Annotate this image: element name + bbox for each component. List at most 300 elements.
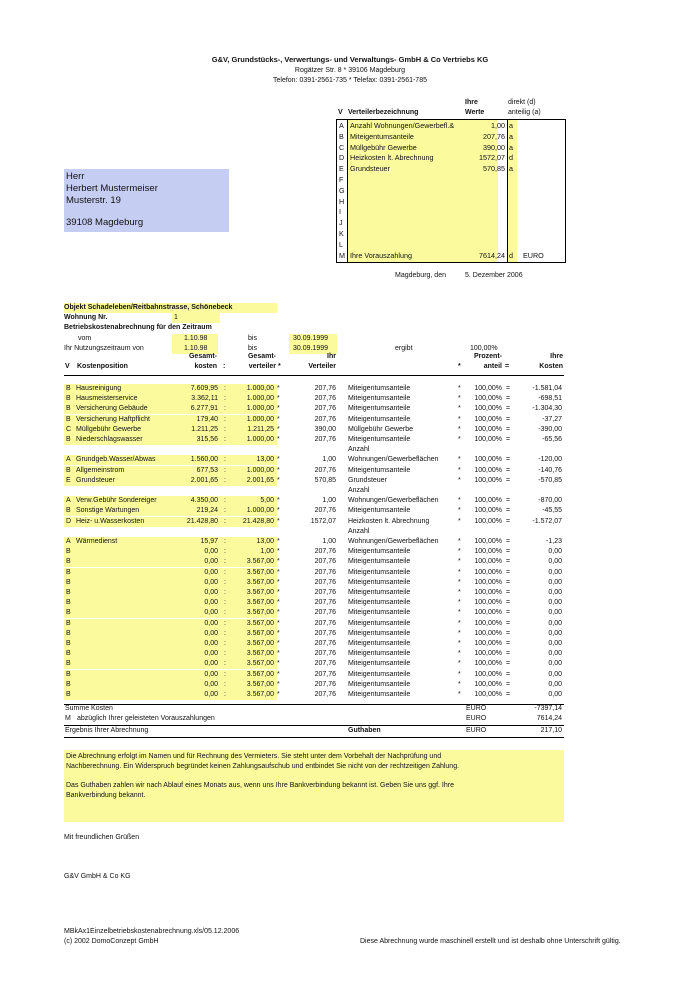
- cost-star2: *: [458, 476, 461, 484]
- cost-prozent: 100,00%: [474, 629, 502, 637]
- cost-star: *: [277, 680, 280, 688]
- cost-gesamtverteiler: 3.567,00: [246, 650, 274, 658]
- cost-verteiler-label: Miteigentumsanteile: [348, 385, 411, 392]
- cost-position: [76, 527, 179, 537]
- cost-v: A: [66, 497, 71, 505]
- cost-gesamt: 2.001,65: [190, 476, 218, 484]
- cost-colon: :: [224, 680, 226, 688]
- cost-star2: *: [458, 650, 461, 658]
- cost-row: [64, 639, 564, 649]
- cost-star2: *: [458, 660, 461, 668]
- cost-position: Grundgeb.Wasser/Abwas: [76, 456, 156, 464]
- erg-word: Guthaben: [348, 727, 381, 734]
- cost-kosten: 0,00: [548, 650, 562, 658]
- cost-row: [64, 517, 564, 527]
- distribution-table: [336, 119, 566, 263]
- cost-kosten: 0,00: [548, 670, 562, 678]
- col-pos: Kostenposition: [77, 363, 128, 370]
- cost-prozent: 100,00%: [474, 670, 502, 678]
- dist-row-wert: 207,76: [483, 131, 505, 141]
- cost-kosten: 0,00: [548, 589, 562, 596]
- cost-star: *: [277, 385, 280, 392]
- col-ihre1: Ihre: [550, 353, 563, 360]
- cost-v: B: [66, 436, 71, 443]
- cost-v: B: [66, 385, 71, 392]
- cost-row: [64, 415, 564, 425]
- cost-gesamt: 7.609,95: [190, 385, 218, 392]
- cost-position: [76, 608, 179, 618]
- cost-kosten: 0,00: [548, 609, 562, 617]
- cost-ihr-verteiler: 207,76: [314, 599, 336, 607]
- cost-gesamtverteiler: 3.567,00: [246, 619, 274, 627]
- cost-kosten: 0,00: [548, 558, 562, 566]
- cost-prozent: 100,00%: [474, 385, 502, 392]
- note-p4: Bankverbindung bekannt.: [66, 792, 146, 799]
- cost-gesamtverteiler: 1.000,00: [246, 405, 274, 413]
- cost-gesamtverteiler: 3.567,00: [246, 568, 274, 576]
- cost-colon: :: [224, 436, 226, 443]
- cost-colon: :: [224, 568, 226, 576]
- cost-prozent: 100,00%: [474, 548, 502, 556]
- col-ihr2: Verteiler: [308, 363, 336, 370]
- cost-row: [64, 578, 564, 588]
- dist-row-v: J: [339, 218, 343, 228]
- cost-gesamt: [172, 486, 222, 496]
- cost-colon: :: [224, 497, 226, 505]
- col-pr1: Prozent-: [474, 353, 502, 360]
- cost-star: *: [277, 466, 280, 474]
- cost-ihr-verteiler: 207,76: [314, 558, 336, 566]
- cost-row: [64, 670, 564, 680]
- cost-kosten: 0,00: [548, 619, 562, 627]
- cost-colon: :: [224, 629, 226, 637]
- cost-verteiler-label: Anzahl: [348, 527, 370, 535]
- cost-colon: :: [224, 609, 226, 617]
- cost-gesamt: 0,00: [204, 589, 218, 596]
- cost-v: B: [66, 660, 71, 668]
- cost-verteiler-label: Miteigentumsanteile: [348, 609, 411, 617]
- cost-eq: =: [506, 456, 511, 464]
- cost-colon: :: [224, 405, 226, 413]
- cost-gesamt: 0,00: [204, 599, 218, 607]
- dist-row-v: C: [339, 142, 345, 152]
- bis1-value: 30.09.1999: [289, 334, 337, 344]
- cost-star: *: [277, 558, 280, 566]
- col-v: V: [65, 363, 70, 370]
- dist-row-v: L: [339, 239, 343, 249]
- col-star: *: [278, 363, 281, 370]
- cost-gesamt: [172, 445, 222, 455]
- cost-row: [64, 527, 564, 537]
- cost-gesamtverteiler: 3.567,00: [246, 599, 274, 607]
- cost-v: B: [66, 619, 71, 627]
- note-p3: Das Guthaben zahlen wir nach Ablauf eines Monats aus, wenn uns Ihre Bankverbindung bekannt ist. Geben Sie uns ggf. Ihre: [66, 782, 454, 789]
- cost-gesamtverteiler: 5,00: [260, 497, 274, 505]
- dist-row-v: A: [339, 121, 344, 130]
- dist-row: [337, 251, 565, 262]
- cost-colon: :: [224, 517, 226, 525]
- cost-verteiler-label: Miteigentumsanteile: [348, 589, 411, 596]
- cost-gesamt: 0,00: [204, 578, 218, 586]
- erg-unit: EURO: [466, 727, 487, 734]
- cost-row: [64, 680, 564, 690]
- cost-position: [76, 578, 179, 588]
- cost-gesamtverteiler: 13,00: [256, 538, 274, 545]
- cost-colon: :: [224, 650, 226, 658]
- col-eq: =: [505, 363, 510, 370]
- cost-star: *: [277, 476, 280, 484]
- cost-position: Müllgebühr Gewerbe: [76, 425, 141, 433]
- cost-gesamtverteiler: 3.567,00: [246, 680, 274, 688]
- cost-eq: =: [506, 650, 511, 658]
- cost-ihr-verteiler: 207,76: [314, 568, 336, 576]
- cost-kosten: -65,56: [542, 436, 562, 443]
- cost-gesamtverteiler: 1.000,00: [246, 466, 274, 474]
- dist-row-wert: 1,00: [491, 121, 505, 130]
- cost-gesamt: 0,00: [204, 660, 218, 668]
- cost-star2: *: [458, 548, 461, 556]
- address-city: 39108 Magdeburg: [66, 217, 144, 228]
- cost-ihr-verteiler: 207,76: [314, 670, 336, 678]
- cost-v: B: [66, 629, 71, 637]
- cost-star: *: [277, 650, 280, 658]
- dist-row-v: G: [339, 185, 345, 195]
- dist-h-werte: Werte: [465, 109, 485, 116]
- cost-gesamt: 0,00: [204, 619, 218, 627]
- cost-gesamtverteiler: 2.001,65: [246, 476, 274, 484]
- cost-star2: *: [458, 670, 461, 678]
- cost-colon: :: [224, 415, 226, 423]
- cost-row: [64, 506, 564, 516]
- bis1-label: bis: [248, 335, 257, 342]
- cost-v: B: [66, 589, 71, 596]
- cost-eq: =: [506, 660, 511, 668]
- cost-gesamt: 0,00: [204, 640, 218, 647]
- cost-star2: *: [458, 405, 461, 413]
- cost-prozent: 100,00%: [474, 517, 502, 525]
- cost-verteiler-label: Miteigentumsanteile: [348, 436, 411, 443]
- cost-colon: :: [224, 558, 226, 566]
- cost-kosten: -1.572,07: [532, 517, 562, 525]
- cost-row: [64, 649, 564, 659]
- cost-v: B: [66, 599, 71, 607]
- cost-colon: :: [224, 640, 226, 647]
- ergibt-percent: 100,00%: [470, 345, 498, 352]
- cost-gesamtverteiler: 1.000,00: [246, 395, 274, 403]
- cost-row: [64, 557, 564, 567]
- cost-colon: :: [224, 476, 226, 484]
- cost-prozent: 100,00%: [474, 436, 502, 443]
- cost-prozent: 100,00%: [474, 568, 502, 576]
- cost-star: *: [277, 538, 280, 545]
- cost-ihr-verteiler: 1572,07: [310, 517, 336, 525]
- cost-colon: :: [224, 670, 226, 678]
- cost-colon: :: [224, 548, 226, 556]
- cost-eq: =: [506, 670, 511, 678]
- cost-row: [64, 588, 564, 598]
- cost-ihr-verteiler: 207,76: [314, 691, 336, 698]
- cost-kosten: -37,27: [542, 415, 562, 423]
- cost-gesamtverteiler: 1.000,00: [246, 385, 274, 392]
- result-rule-bottom: [64, 737, 564, 738]
- result-rule-top: [64, 725, 564, 726]
- cost-position: [76, 445, 179, 455]
- cost-star2: *: [458, 456, 461, 464]
- cost-gesamtverteiler: 1.211,25: [247, 425, 274, 433]
- cost-kosten: 0,00: [548, 660, 562, 668]
- dist-row: [337, 164, 565, 175]
- cost-verteiler-label: Miteigentumsanteile: [348, 578, 411, 586]
- cost-verteiler-label: Miteigentumsanteile: [348, 629, 411, 637]
- cost-star2: *: [458, 425, 461, 433]
- note-p1: Die Abrechnung erfolgt im Namen und für Rechnung des Vermieters. Sie steht unter dem Vorbehalt der Nachprüfung und: [66, 753, 442, 760]
- dist-h-direkt: direkt (d): [508, 99, 536, 106]
- cost-verteiler-label: Wohnungen/Gewerbeflächen: [348, 538, 439, 545]
- dist-row: [337, 143, 565, 154]
- cost-row: [64, 598, 564, 608]
- cost-colon: :: [224, 619, 226, 627]
- cost-verteiler-label: Miteigentumsanteile: [348, 599, 411, 607]
- cost-gesamt: 0,00: [204, 548, 218, 556]
- cost-v: B: [66, 548, 71, 556]
- dist-row: [337, 153, 565, 164]
- dist-h-v: V: [338, 109, 343, 116]
- cost-position: [76, 557, 179, 567]
- cost-eq: =: [506, 599, 511, 607]
- cost-row: [64, 608, 564, 618]
- col-star2: *: [458, 363, 461, 370]
- cost-row: [64, 629, 564, 639]
- cost-gesamtverteiler: 3.567,00: [246, 670, 274, 678]
- recipient-address: [64, 169, 229, 232]
- cost-position: Verw.Gebühr Sondereiger: [76, 497, 157, 505]
- cost-verteiler-label: Miteigentumsanteile: [348, 660, 411, 668]
- footer-machine-note: Diese Abrechnung wurde maschinell erstellt und ist deshalb ohne Unterschrift gültig.: [360, 938, 621, 945]
- notes-box: [64, 750, 564, 822]
- cost-kosten: -45,55: [542, 507, 562, 515]
- cost-star: *: [277, 578, 280, 586]
- cost-gesamt: 0,00: [204, 680, 218, 688]
- cost-row: [64, 466, 564, 476]
- cost-gesamt: 0,00: [204, 558, 218, 566]
- cost-colon: :: [224, 507, 226, 515]
- cost-kosten: 0,00: [548, 691, 562, 698]
- col-ges2: kosten: [194, 363, 217, 370]
- closing-signature: G&V GmbH & Co KG: [64, 873, 131, 880]
- col-gv2: verteiler: [248, 363, 276, 370]
- cost-row: [64, 455, 564, 465]
- cost-verteiler-label: Miteigentumsanteile: [348, 619, 411, 627]
- cost-star2: *: [458, 578, 461, 586]
- cost-verteiler-label: Anzahl: [348, 487, 370, 494]
- company-phone: Telefon: 0391-2561-735 * Telefax: 0391-2561-785: [273, 77, 427, 84]
- cost-gesamt: 179,40: [196, 415, 218, 423]
- cost-gesamt: 0,00: [204, 650, 218, 658]
- dist-row-type: d: [509, 153, 513, 163]
- summe-value: -7397,14: [534, 705, 562, 712]
- cost-star: *: [277, 599, 280, 607]
- cost-verteiler-label: Miteigentumsanteile: [348, 670, 411, 678]
- cost-v: B: [66, 568, 71, 576]
- cost-v: B: [66, 670, 71, 678]
- cost-position: Versicherung Haftpflicht: [76, 415, 150, 423]
- cost-eq: =: [506, 425, 511, 433]
- cost-gesamt: 1.560,00: [190, 456, 218, 464]
- cost-kosten: -870,00: [538, 497, 562, 505]
- cost-star: *: [277, 660, 280, 668]
- wohnung-value: 1: [172, 313, 220, 323]
- cost-row: [64, 496, 564, 506]
- bis2-label: bis: [248, 345, 257, 352]
- col-ihr1: Ihr: [327, 353, 336, 360]
- cost-verteiler-label: Miteigentumsanteile: [348, 548, 411, 556]
- abz-unit: EURO: [466, 715, 487, 722]
- cost-eq: =: [506, 629, 511, 637]
- cost-row: [64, 435, 564, 445]
- cost-prozent: 100,00%: [474, 578, 502, 586]
- cost-star2: *: [458, 497, 461, 505]
- object-title: Objekt Schadeleben/Reitbahnstrasse, Schönebeck: [64, 303, 277, 313]
- cost-gesamtverteiler: [232, 527, 274, 537]
- erg-label: Ergebnis Ihrer Abrechnung: [65, 727, 149, 734]
- dist-row-type: a: [509, 142, 513, 152]
- company-name: G&V, Grundstücks-, Verwertungs- und Verwaltungs- GmbH & Co Vertriebs KG: [211, 55, 489, 64]
- dist-row: [337, 197, 565, 208]
- dist-row-wert: 390,00: [483, 142, 505, 152]
- cost-prozent: 100,00%: [474, 466, 502, 474]
- cost-ihr-verteiler: 207,76: [314, 395, 336, 403]
- dist-h-ihre: Ihre: [465, 99, 478, 106]
- cost-row: [64, 394, 564, 404]
- cost-position: Heiz- u.Wasserkosten: [76, 517, 145, 525]
- dist-row-v: E: [339, 164, 344, 174]
- cost-star: *: [277, 517, 280, 525]
- dist-row: [337, 207, 565, 218]
- cost-gesamtverteiler: 3.567,00: [246, 558, 274, 566]
- cost-position: Wärmedienst: [76, 538, 118, 545]
- cost-colon: :: [224, 466, 226, 474]
- cost-kosten: 0,00: [548, 578, 562, 586]
- cost-eq: =: [506, 385, 511, 392]
- cost-eq: =: [506, 640, 511, 647]
- dist-row-label: Ihre Vorauszahlung: [350, 250, 412, 260]
- cost-star: *: [277, 456, 280, 464]
- cost-ihr-verteiler: 207,76: [314, 660, 336, 668]
- cost-star2: *: [458, 466, 461, 474]
- cost-v: B: [66, 609, 71, 617]
- cost-row: [64, 690, 564, 700]
- cost-kosten: -1,23: [546, 538, 562, 545]
- cost-star2: *: [458, 517, 461, 525]
- cost-verteiler-label: Müllgebühr Gewerbe: [348, 425, 413, 433]
- col-gv1: Gesamt-: [247, 353, 276, 360]
- cost-star2: *: [458, 558, 461, 566]
- cost-ihr-verteiler: 207,76: [314, 609, 336, 617]
- cost-row: [64, 384, 564, 394]
- cost-position: Versicherung Gebäude: [76, 405, 148, 413]
- header-rule: [64, 375, 564, 376]
- cost-eq: =: [506, 691, 511, 698]
- dist-row-type: a: [509, 121, 513, 130]
- note-p2: Nachberechnung. Ein Widerspruch begründet keinen Zahlungsaufschub und entbindet Sie nicht von der rechtzeitigen Zahlung.: [66, 763, 460, 770]
- cost-prozent: 100,00%: [474, 589, 502, 596]
- cost-gesamt: 3.362,11: [191, 395, 218, 403]
- cost-position: [76, 649, 179, 659]
- cost-ihr-verteiler: 207,76: [314, 619, 336, 627]
- dist-row-label: Müllgebühr Gewerbe: [350, 142, 417, 152]
- ergibt-label: ergibt: [395, 345, 413, 352]
- cost-gesamt: 315,56: [196, 436, 218, 443]
- col-colon: :: [223, 363, 226, 370]
- cost-star2: *: [458, 385, 461, 392]
- cost-prozent: 100,00%: [474, 497, 502, 505]
- cost-prozent: 100,00%: [474, 680, 502, 688]
- dist-row-wert: 570,85: [483, 164, 505, 174]
- cost-star2: *: [458, 609, 461, 617]
- cost-v: B: [66, 405, 71, 413]
- cost-star: *: [277, 548, 280, 556]
- nutz-label: Ihr Nutzungszeitraum von: [64, 345, 144, 352]
- cost-star: *: [277, 691, 280, 698]
- cost-v: B: [66, 680, 71, 688]
- cost-v: B: [66, 578, 71, 586]
- cost-colon: :: [224, 691, 226, 698]
- cost-gesamtverteiler: 3.567,00: [246, 578, 274, 586]
- cost-star: *: [277, 568, 280, 576]
- cost-star2: *: [458, 691, 461, 698]
- dist-row-label: Anzahl Wohnungen/Gewerbefl.&: [350, 121, 455, 130]
- cost-prozent: 100,00%: [474, 609, 502, 617]
- cost-star: *: [277, 629, 280, 637]
- cost-eq: =: [506, 568, 511, 576]
- cost-ihr-verteiler: 207,76: [314, 640, 336, 647]
- cost-star: *: [277, 497, 280, 505]
- erg-value: 217,10: [540, 727, 562, 734]
- cost-verteiler-label: Miteigentumsanteile: [348, 691, 411, 698]
- dist-h-anteil: anteilig (a): [508, 109, 541, 116]
- cost-gesamtverteiler: 3.567,00: [246, 691, 274, 698]
- cost-kosten: -120,00: [538, 456, 562, 464]
- cost-gesamtverteiler: 1.000,00: [246, 415, 274, 423]
- cost-row: [64, 425, 564, 435]
- dist-row-v: B: [339, 131, 344, 141]
- vom-value: 1.10.98: [172, 334, 218, 344]
- cost-row: [64, 619, 564, 629]
- cost-ihr-verteiler: 1,00: [322, 456, 336, 464]
- cost-gesamt: 15,97: [200, 538, 218, 545]
- dist-row: [337, 240, 565, 251]
- cost-ihr-verteiler: 390,00: [314, 425, 336, 433]
- cost-eq: =: [506, 405, 511, 413]
- cost-gesamt: 1.211,25: [191, 425, 218, 433]
- nutz-value: 1.10.98: [172, 344, 218, 354]
- cost-verteiler-label: Miteigentumsanteile: [348, 558, 411, 566]
- dist-row-v: D: [339, 153, 345, 163]
- cost-star2: *: [458, 619, 461, 627]
- cost-gesamt: 0,00: [204, 609, 218, 617]
- cost-star: *: [277, 609, 280, 617]
- cost-eq: =: [506, 589, 511, 596]
- cost-star2: *: [458, 507, 461, 515]
- cost-star: *: [277, 405, 280, 413]
- cost-eq: =: [506, 548, 511, 556]
- cost-row: [64, 547, 564, 557]
- cost-star2: *: [458, 680, 461, 688]
- cost-ihr-verteiler: 1,00: [322, 497, 336, 505]
- dist-row-type: d: [509, 250, 513, 260]
- cost-star: *: [277, 436, 280, 443]
- dist-row-v: M: [339, 250, 345, 260]
